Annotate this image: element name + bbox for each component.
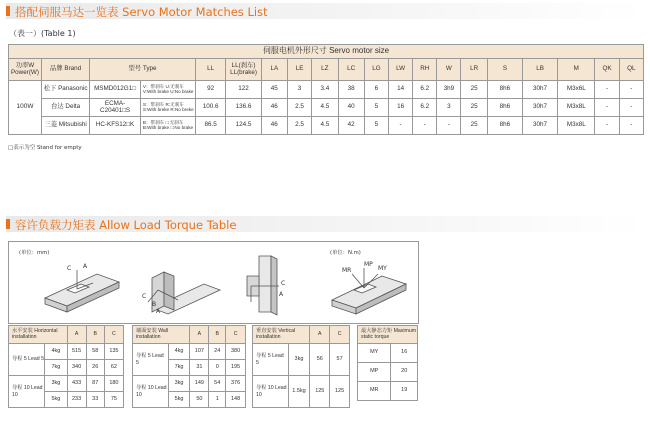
lead-label: 导程 10 Lead 10 (133, 376, 169, 408)
value-cell: 62 (104, 360, 123, 376)
diagram-panel-mm (8, 241, 324, 324)
static-torque-title: 最大静态力矩 Maximum static torque (358, 326, 418, 344)
value-cell: 30h7 (522, 81, 557, 99)
load-cell: 1.5kg (288, 376, 310, 408)
value-cell: 14 (389, 81, 413, 99)
load-cell: 5kg (168, 392, 190, 408)
value-cell: 135 (104, 344, 123, 360)
value-cell: 31 (190, 360, 209, 376)
col-rh: RH (413, 59, 437, 81)
power-cell: 100W (9, 81, 42, 135)
value-cell: 4.5 (312, 99, 338, 117)
table-row (9, 117, 644, 135)
table-row (9, 344, 124, 360)
col-brand: 品牌 Brand (41, 59, 89, 81)
wall-actuator-diagram (134, 256, 229, 318)
table-row (358, 363, 418, 382)
unit-label-nm: (单位：N.m) (330, 250, 361, 256)
servo-spec-table (8, 44, 644, 135)
load-cell: 5kg (45, 392, 67, 408)
horizontal-title: 水平安装 Horizontal installation (9, 326, 68, 344)
value-cell: 25 (461, 99, 487, 117)
value-cell: 46 (261, 117, 287, 135)
col-lw: LW (389, 59, 413, 81)
lead-label: 导程 10 Lead 10 (253, 376, 289, 408)
value-cell: 515 (67, 344, 86, 360)
vertical-actuator-diagram (239, 252, 319, 320)
value-cell: 8h6 (487, 81, 522, 99)
table-row (133, 344, 246, 360)
brake-cell: B：带刹车 □:无刹车 B:With brake □:No brake (140, 117, 195, 135)
value-cell: 46 (261, 99, 287, 117)
value-cell: - (437, 117, 461, 135)
lead-label: 导程 5 Lead 5 (253, 344, 289, 376)
value-cell: 30h7 (522, 99, 557, 117)
wall-title: 墙面安装 Wall installation (133, 326, 190, 344)
load-cell: 7kg (45, 360, 67, 376)
spec-table-caption: 伺服电机外形尺寸 Servo motor size (9, 45, 644, 59)
value-cell: 33 (86, 392, 104, 408)
value-cell: 233 (67, 392, 86, 408)
value-cell: 433 (67, 376, 86, 392)
section-title-servo: 搭配伺服马达一览表 Servo Motor Matches List (15, 5, 268, 19)
load-cell: 4kg (45, 344, 67, 360)
col-llb: LL(刹车) LL(brake) (226, 59, 261, 81)
torque-label: MR (358, 382, 391, 401)
value-cell: 42 (338, 117, 364, 135)
svg-text:A: A (279, 291, 284, 298)
torque-label: MP (358, 363, 391, 382)
torque-label: MY (358, 344, 391, 363)
value-cell: 2.5 (287, 99, 311, 117)
section-header-torque (6, 216, 644, 232)
svg-text:A: A (83, 263, 88, 270)
value-cell: 5 (364, 99, 388, 117)
value-cell: 8h6 (487, 117, 522, 135)
value-cell: 38 (338, 81, 364, 99)
value-cell: 125 (310, 376, 330, 408)
value-cell: 340 (67, 360, 86, 376)
value-cell: 107 (190, 344, 209, 360)
torque-value: 19 (391, 382, 418, 401)
section-title-torque: 容许负载力矩表 Allow Load Torque Table (15, 218, 237, 232)
value-cell: - (619, 81, 643, 99)
ll-cell: 86.5 (195, 117, 226, 135)
value-cell: M3x8L (558, 117, 595, 135)
value-cell: 380 (226, 344, 246, 360)
value-cell: 6.2 (413, 99, 437, 117)
brand-cell: 松下 Panasonic (41, 81, 89, 99)
load-cell: 7kg (168, 360, 190, 376)
value-cell: - (389, 117, 413, 135)
col-la: LA (261, 59, 287, 81)
table-row (358, 382, 418, 401)
load-cell: 4kg (168, 344, 190, 360)
value-cell: 6.2 (413, 81, 437, 99)
ll-cell: 100.6 (195, 99, 226, 117)
value-cell: 6 (364, 81, 388, 99)
col-a: A (67, 326, 86, 344)
value-cell: 0 (209, 360, 226, 376)
value-cell: 25 (461, 81, 487, 99)
col-a: A (190, 326, 209, 344)
section-marker (6, 6, 10, 16)
vertical-title: 垂直安装 Vertical installation (253, 326, 310, 344)
unit-label-mm: (单位：mm) (19, 250, 50, 256)
value-cell: 4.5 (312, 117, 338, 135)
value-cell: 16 (389, 99, 413, 117)
value-cell: - (595, 81, 619, 99)
load-cell: 3kg (288, 344, 310, 376)
table-row (253, 376, 350, 408)
brake-cell: V：带刹车 U:无刹车 V:With brake U:No brake (140, 81, 195, 99)
col-b: B (86, 326, 104, 344)
load-cell: 3kg (168, 376, 190, 392)
svg-text:MR: MR (342, 267, 352, 274)
svg-text:B: B (152, 301, 157, 308)
value-cell: 58 (86, 344, 104, 360)
svg-text:C: C (142, 293, 147, 300)
value-cell: - (619, 117, 643, 135)
value-cell: 3h9 (437, 81, 461, 99)
col-b: B (209, 326, 226, 344)
type-cell: MSMD012G1□ (90, 81, 141, 99)
section-marker (6, 219, 10, 229)
value-cell: 180 (104, 376, 123, 392)
table-row (358, 344, 418, 363)
empty-note: □表示为空 Stand for empty (8, 145, 82, 151)
col-ll: LL (195, 59, 226, 81)
lead-label: 导程 5 Lead 5 (9, 344, 45, 376)
table-row (9, 376, 124, 392)
brake-cell: S：带刹车 R:无刹车 S:With breke R:No breke (140, 99, 195, 117)
col-s: S (487, 59, 522, 81)
torque-value: 20 (391, 363, 418, 382)
value-cell: M3x6L (558, 81, 595, 99)
lead-label: 导程 5 Lead 5 (133, 344, 169, 376)
value-cell: 3 (437, 99, 461, 117)
horizontal-torque-table (8, 325, 124, 408)
value-cell: 25 (461, 117, 487, 135)
torque-direction-diagram (328, 256, 414, 318)
lead-label: 导程 10 Lead 10 (9, 376, 45, 408)
brand-cell: 台达 Delta (41, 99, 89, 117)
torque-value: 16 (391, 344, 418, 363)
value-cell: 30h7 (522, 117, 557, 135)
value-cell: 2.5 (287, 117, 311, 135)
value-cell: 75 (104, 392, 123, 408)
value-cell: 50 (190, 392, 209, 408)
col-lg: LG (364, 59, 388, 81)
diagram-panel-nm (322, 241, 419, 324)
col-qk: QK (595, 59, 619, 81)
type-cell: ECMA-C20401□S (90, 99, 141, 117)
col-c: C (226, 326, 246, 344)
col-type: 型号 Type (90, 59, 195, 81)
col-power: 功率W Power(W) (9, 59, 42, 81)
load-cell: 3kg (45, 376, 67, 392)
value-cell: 8h6 (487, 99, 522, 117)
svg-text:MP: MP (364, 261, 373, 268)
value-cell: 1 (209, 392, 226, 408)
value-cell: 56 (310, 344, 330, 376)
col-w: W (437, 59, 461, 81)
col-m: M (558, 59, 595, 81)
llb-cell: 122 (226, 81, 261, 99)
value-cell: 376 (226, 376, 246, 392)
col-lb: LB (522, 59, 557, 81)
type-cell: HC-KFS12□K (90, 117, 141, 135)
value-cell: - (595, 99, 619, 117)
value-cell: 149 (190, 376, 209, 392)
svg-text:A: A (156, 308, 161, 315)
static-torque-table (357, 325, 418, 401)
col-c: C (330, 326, 350, 344)
svg-text:C: C (281, 280, 286, 287)
wall-torque-table (132, 325, 246, 408)
value-cell: 195 (226, 360, 246, 376)
brand-cell: 三菱 Mitsubishi (41, 117, 89, 135)
value-cell: 26 (86, 360, 104, 376)
ll-cell: 92 (195, 81, 226, 99)
value-cell: 54 (209, 376, 226, 392)
horizontal-actuator-diagram (39, 256, 129, 318)
col-c: C (104, 326, 123, 344)
vertical-torque-table (252, 325, 350, 408)
value-cell: 45 (261, 81, 287, 99)
col-lr: LR (461, 59, 487, 81)
llb-cell: 124.5 (226, 117, 261, 135)
table-row (133, 376, 246, 392)
value-cell: 125 (330, 376, 350, 408)
value-cell: 5 (364, 117, 388, 135)
value-cell: 3 (287, 81, 311, 99)
table-label: （表一）(Table 1) (9, 29, 76, 38)
value-cell: 148 (226, 392, 246, 408)
table-row (9, 81, 644, 99)
table-row (9, 99, 644, 117)
col-le: LE (287, 59, 311, 81)
value-cell: - (619, 99, 643, 117)
col-a: A (310, 326, 330, 344)
llb-cell: 136.6 (226, 99, 261, 117)
svg-text:MY: MY (378, 265, 387, 272)
svg-text:C: C (67, 265, 72, 272)
value-cell: 87 (86, 376, 104, 392)
col-lz: LZ (312, 59, 338, 81)
table-row (253, 344, 350, 376)
value-cell: 57 (330, 344, 350, 376)
value-cell: M3x8L (558, 99, 595, 117)
value-cell: - (413, 117, 437, 135)
section-header-servo (6, 3, 644, 19)
value-cell: 24 (209, 344, 226, 360)
value-cell: - (595, 117, 619, 135)
col-ql: QL (619, 59, 643, 81)
value-cell: 40 (338, 99, 364, 117)
value-cell: 3.4 (312, 81, 338, 99)
col-lc: LC (338, 59, 364, 81)
